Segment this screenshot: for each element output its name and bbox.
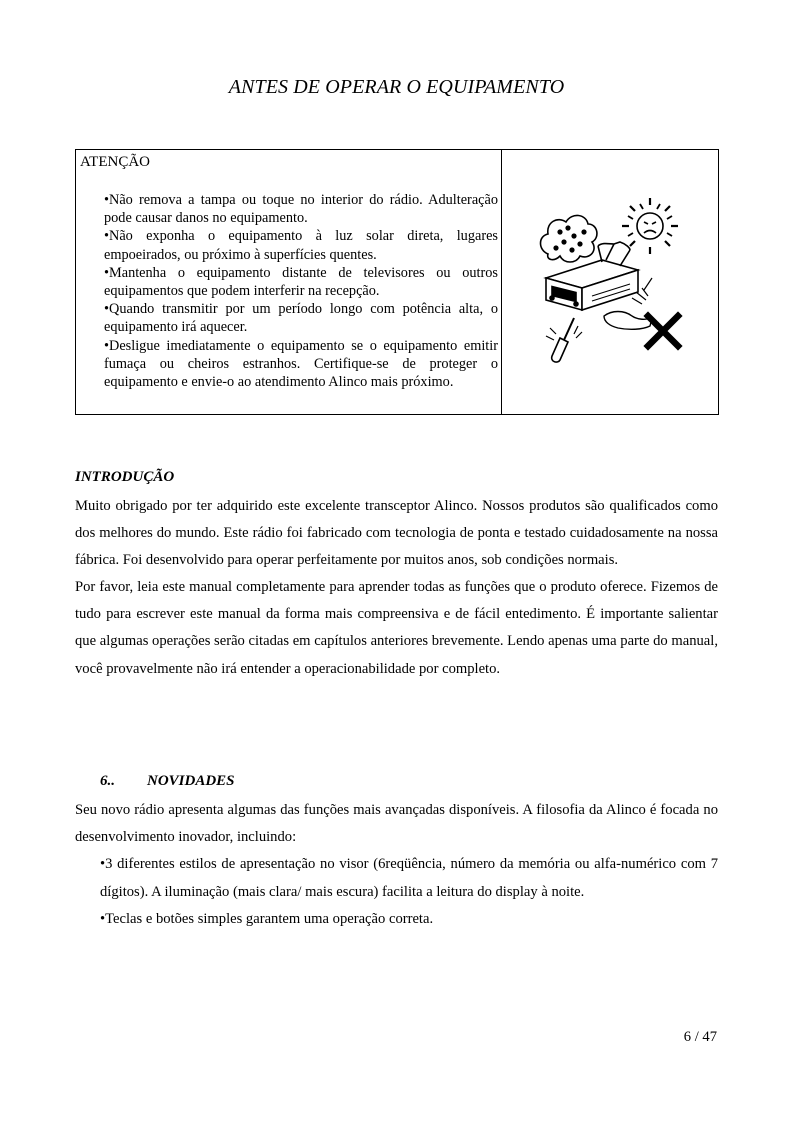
intro-paragraph: Por favor, leia este manual completamente para aprender todas as funções que o produto oferece. Fizemos de tudo para escrever este manual da forma mais compreensiva e de fácil entedimento. É importante salientar que algumas operações serão citadas em capítulos anteriores brevemente. Lendo apenas uma parte do manual, você provavelmente não irá entender a operacionabilidade por completo.	[75, 579, 718, 677]
news-bullets	[100, 851, 718, 934]
warning-text-cell	[76, 150, 502, 414]
screwdriver-icon	[546, 318, 582, 362]
warning-item: •Desligue imediatamente o equipamento se o equipamento emitir fumaça ou cheiros estranhos. Certifique-se de proteger o equipamento e envie-o ao atendimento Alinco mais próximo.	[104, 337, 498, 391]
intro-body	[75, 493, 718, 683]
news-heading: NOVIDADES	[147, 773, 235, 789]
intro-paragraph: Muito obrigado por ter adquirido este excelente transceptor Alinco. Nossos produtos são qualificados como dos melhores do mundo. Este rádio foi fabricado com tecnologia de ponta e testado cuidadosamente na nossa fábrica. Foi desenvolvido para operar perfeitamente por muitos anos, sob condições normais.	[75, 498, 718, 569]
intro-heading: INTRODUÇÃO	[75, 469, 175, 485]
news-number: 6..	[100, 773, 115, 789]
news-bullet: •3 diferentes estilos de apresentação no visor (6reqüência, número da memória ou alfa-numérico com 7 dígitos). A iluminação (mais clara/ mais escura) facilita a leitura do display à noite.	[100, 856, 718, 900]
warning-list	[104, 191, 498, 391]
warning-item: •Mantenha o equipamento distante de televisores ou outros equipamentos que podem interferir na recepção.	[104, 264, 498, 300]
warning-item: •Quando transmitir por um período longo com potência alta, o equipamento irá aquecer.	[104, 301, 498, 336]
warning-heading: ATENÇÃO	[80, 154, 150, 170]
warning-illustration-svg	[502, 150, 718, 414]
warning-item: •Não remova a tampa ou toque no interior do rádio. Adulteração pode causar danos no equipamento.	[104, 192, 498, 227]
warning-box	[75, 149, 719, 415]
page-number: 6 / 47	[683, 1029, 717, 1045]
warning-illustration	[502, 150, 718, 414]
news-bullet: •Teclas e botões simples garantem uma operação correta.	[100, 911, 434, 928]
cross-icon	[648, 316, 678, 346]
warning-item: •Não exponha o equipamento à luz solar direta, lugares empoeirados, ou próximo à superfícies quentes.	[104, 228, 498, 263]
sun-icon	[622, 198, 678, 254]
news-intro-text: Seu novo rádio apresenta algumas das funções mais avançadas disponíveis. A filosofia da Alinco é focada no desenvolvimento inovador, incluindo:	[75, 802, 718, 846]
page-title: ANTES DE OPERAR O EQUIPAMENTO	[228, 76, 565, 98]
news-intro	[75, 797, 718, 851]
smoke-cloud-icon	[541, 215, 597, 262]
